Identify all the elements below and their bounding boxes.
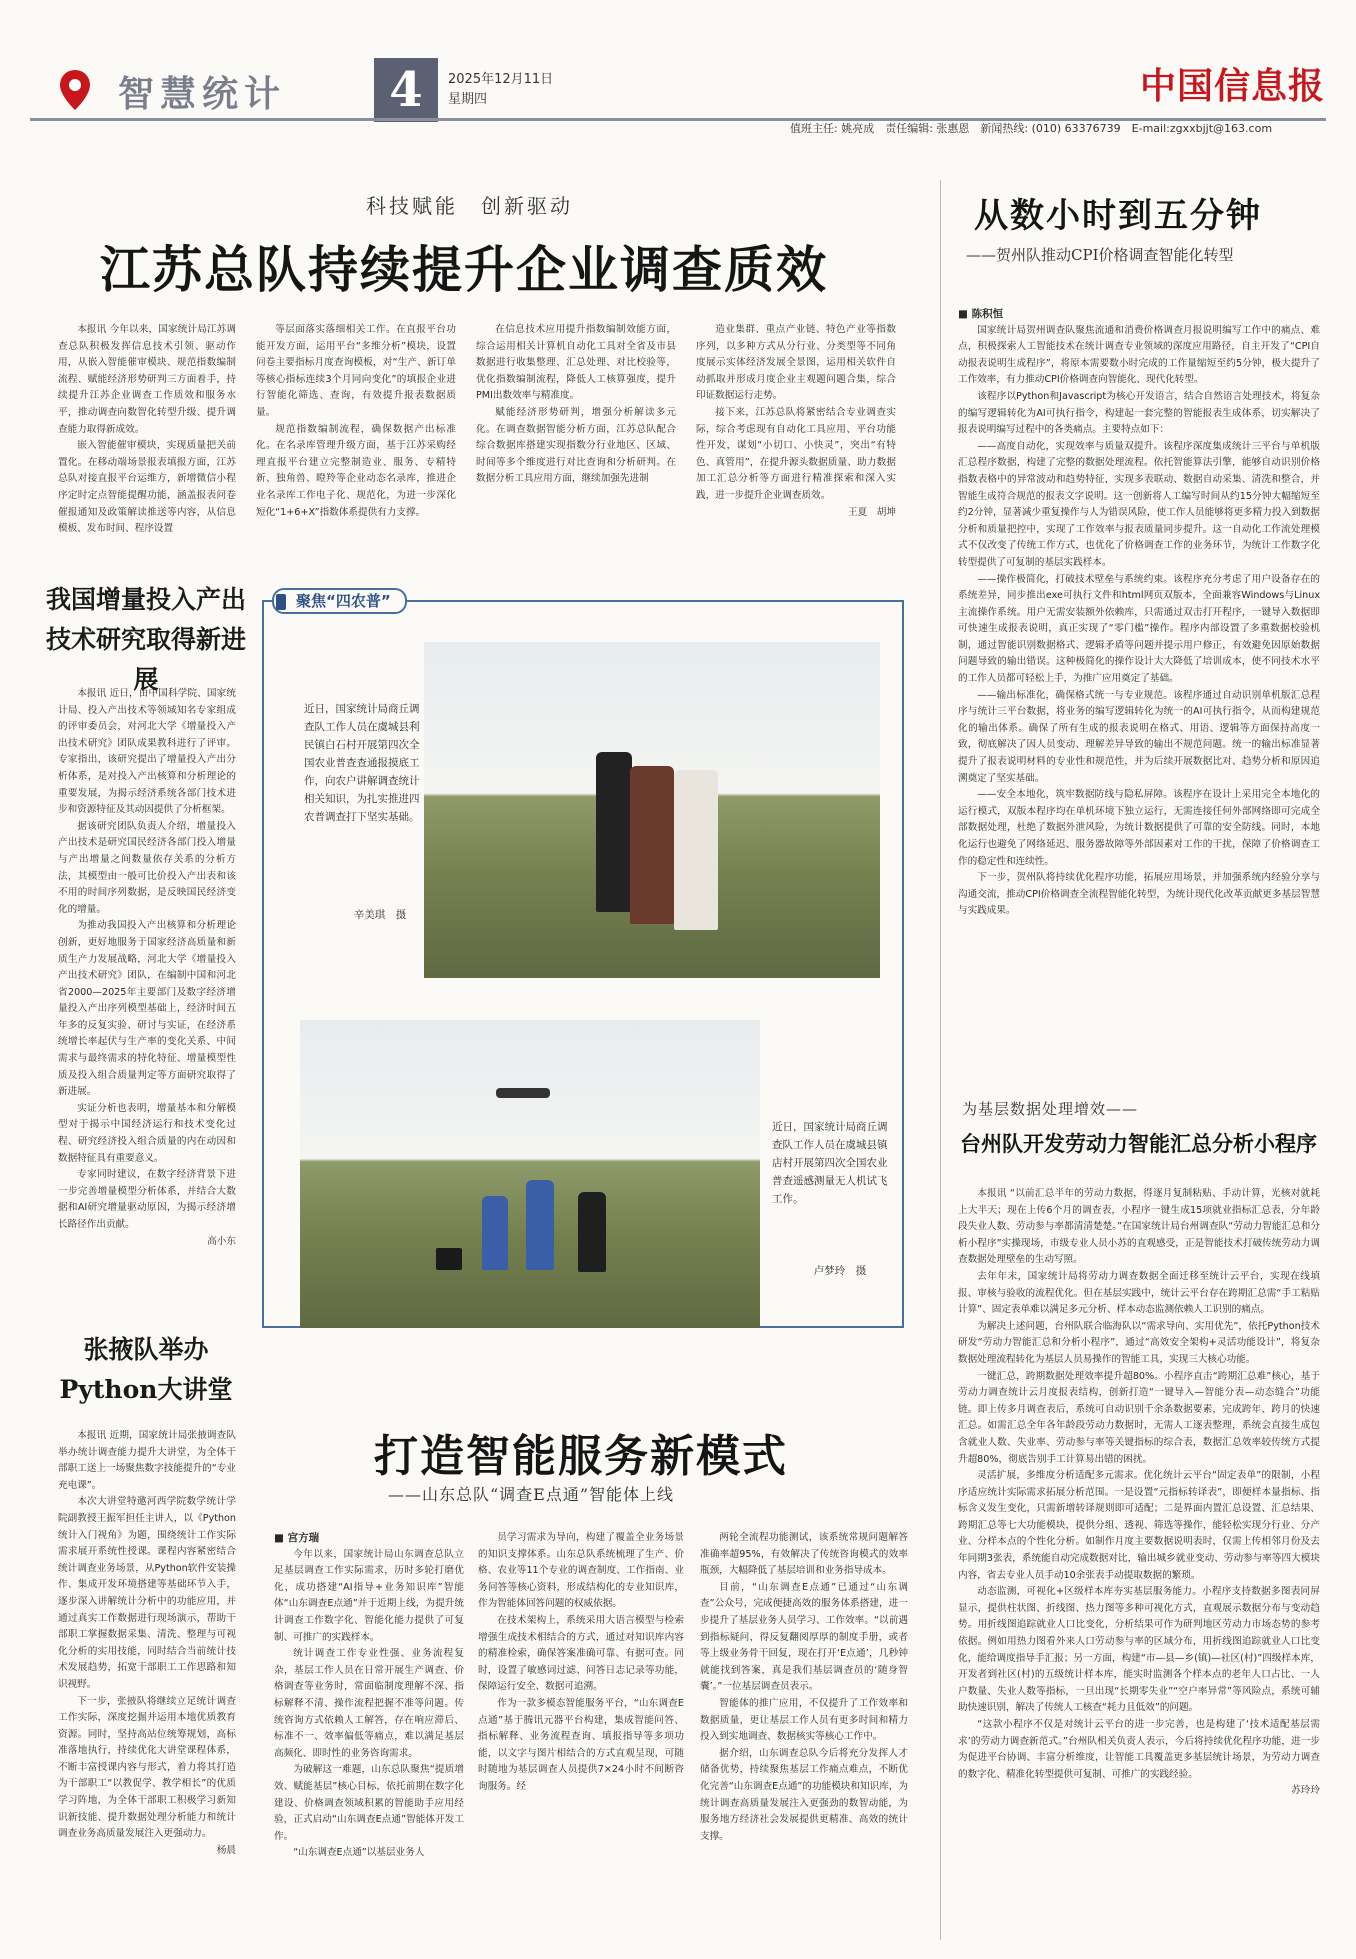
taizhou-headline: 台州队开发劳动力智能汇总分析小程序 [960,1131,1317,1156]
photo1-caption: 近日，国家统计局商丘调查队工作人员在虞城县利民镇白石村开展第四次全国农业普查查通报摸底工作，向农户讲解调查统计相关知识，为扎实推进四农普调查打下坚实基础。 [304,703,420,823]
paragraph: 该程序以Python和Javascript为核心开发语言，结合自然语言处理技术，将复杂的编写逻辑转化为AI可执行指令，构建起一套完整的智能报表生成体系，切实解决了报表说明编写过程中的各类痛点。主要特点如下： [958,390,1320,436]
paragraph: “山东调查E点通”以基层业务人 [293,1847,425,1859]
lead-column-1 [58,322,236,538]
paragraph: 在技术架构上，系统采用大语言模型与检索增强生成技术相结合的方式，通过对知识库内容的精准检索，确保答案准确可靠、有据可查。同时，设置了敏感词过滤、问答日志记录等功能，保障运行安全、数据可追溯。 [478,1614,684,1693]
lead-column-3 [476,322,676,488]
banner-marker-icon [276,594,286,610]
shandong-subtitle: ——山东总队“调查E点通”智能体上线 [388,1485,675,1504]
paragraph: 造业集群、重点产业链、特色产业等指数序列，以多种方式从分行业、分类型等不同角度展示实体经济发展全景图，运用相关软件自动抓取并形成月度企业主观题问题合集，综合印证数据运行走势。 [696,324,896,402]
paragraph: ——安全本地化，筑牢数据防线与隐私屏障。该程序在设计上采用完全本地化的运行模式，双版本程序均在单机环境下独立运行，无需连接任何外部网络即可完成全部数据处理，杜绝了数据外泄风险，为统计数据提供了可靠的安全防线。同时，本地化运行也避免了网络延迟、服务器故障等外部因素对工作的干扰，保障了价格调查工作的稳定性和连续性。 [958,789,1320,867]
headline-line: Python大讲堂 [59,1375,233,1404]
paragraph: 本报讯 “以前汇总半年的劳动力数据，得逐月复制粘贴、手动计算，光核对就耗上大半天；现在上传6个月的调查表，小程序一键生成15项就业指标汇总表，分年龄段失业人数、劳动参与率都清清楚楚。”在国家统计局台州调查队“劳动力智能汇总和分析小程序”实操现场，市级专业人员小苏的直观感受，正是智能技术打破传统劳动力调查数据处理壁垒的生动写照。 [958,1188,1320,1266]
page-number: 4 [374,58,438,122]
headline-line: 张掖队举办 [83,1335,209,1364]
column-divider [940,180,941,1940]
shandong-column-3 [700,1530,908,1845]
lead-headline: 江苏总队持续提升企业调查质效 [100,240,828,299]
photo2-credit: 卢梦玲 摄 [813,1265,867,1277]
photo1-credit: 辛美琪 摄 [353,909,407,921]
figure-person [596,752,632,912]
left-top-body [58,686,236,1250]
paragraph: 据该研究团队负责人介绍，增量投入产出技术是研究国民经济各部门投入增量与产出增量之间数量依存关系的分析方法，其模型由一般可比价投入产出表和该不用的时间序列数据，是反映国民经济变化的增量。 [58,820,236,915]
paragraph: 赋能经济形势研判，增强分析解读多元化。在调查数据智能分析方面，江苏总队配合综合数据库搭建实现指数分行业地区、区域、时间等多个维度进行对比查询和分析研判。在数据分析工具应用方面，继续加强先进制 [476,406,676,485]
hezhou-body [958,306,1320,920]
figure-person [578,1192,606,1272]
paragraph: 智能体的推广应用，不仅提升了工作效率和数据质量，更让基层工作人员有更多时间和精力投入到实地调查、数据核实等核心工作中。 [700,1697,908,1743]
lead-kicker: 科技赋能 创新驱动 [366,194,573,218]
left-bottom-byline: 杨晨 [216,1844,236,1856]
paragraph: 据介绍，山东调查总队今后将充分发挥人才储备优势，持续聚焦基层工作痛点难点，不断优化完善“山东调查E点通”的功能模块和知识库，为统计调查高质量发展注入更强劲的数智动能，为服务地方经济社会发展提供更精准、高效的统计支撑。 [700,1747,908,1842]
section-title: 智慧统计 [118,73,287,115]
left-bottom-headline [46,1330,246,1410]
hezhou-author: ■ 陈积恒 [958,306,1320,323]
photo-drone-test [300,1020,760,1328]
paragraph: 等层面落实落细相关工作。在直报平台功能开发方面，运用平台“多维分析”模块，设置问卷主要指标月度查询模板，对“生产、新订单等核心指标连续3个月同向变化”的填报企业进行智能化筛选、查询，有效提升报表数据质量。 [256,324,456,418]
masthead-logo: 中国信息报 [1140,65,1326,107]
figure-person [482,1196,508,1270]
paragraph: 本报讯 今年以来，国家统计局江苏调查总队积极发挥信息技术引领、驱动作用，从嵌入智能催审模块、规范指数编制流程、赋能经济形势研判三方面着手，持续提升江苏企业调查工作质效和服务水平，推动调查向数智化转型升级、提升调查能力取得新成效。 [58,324,236,435]
figure-person [630,766,674,924]
left-top-headline [46,580,246,700]
left-top-byline: 高小东 [207,1235,236,1247]
shandong-headline: 打造智能服务新模式 [374,1431,788,1482]
paragraph: 本报讯 近期，国家统计局张掖调查队举办统计调查能力提升大讲堂，为全体干部职工送上一场聚焦数字技能提升的“专业充电课”。 [58,1430,236,1491]
banner-text: 聚焦“四农普” [296,592,391,610]
paragraph: ——操作极简化，打破技术壁垒与系统约束。该程序充分考虑了用户设备存在的系统差异，同步推出exe可执行文件和html网页双版本，全面兼容Windows与Linux主流操作系统。用户无需安装额外依赖库，只需通过双击打开程序，一键导入数据即可快速生成报表说明，真正实现了“零门槛”操作。程序内部设置了多重数据校验机制，通过智能识别数据格式、逻辑矛盾等问题并提示用户修正，有效避免因原始数据问题导致的输出错误。这种极简化的操作设计大大降低了培训成本，使不同技术水平的工作人员都可轻松上手，为推广应用奠定了基础。 [958,573,1320,685]
paragraph: 灵活扩展，多维度分析适配多元需求。优化统计云平台“固定表单”的限制，小程序适应统计实际需求拓展分析范围。一是设置“元指标转译表”，即便样本量指标、指标含义发生变化，只需新增转译规则即可适配；二是界面内置汇总设置、汇总结果、跨期汇总等七大功能模块，提供分组、透视、筛选等操作，能轻松实现分行业、分产业、分样本点的个性化分析。如制作月度主要数据说明表时，仅需上传相邻月份及去年同期3张表，系统能自动完成数据对比，输出城乡就业变动、劳动参与率等四大模块内容，省去专业人员手动10余张表手动提取数据的繁琐。 [958,1470,1320,1581]
paragraph: 专家同时建议，在数字经济背景下进一步完善增量模型分析体系，并结合大数据和AI研究增量驱动原因，为揭示经济增长路径作出贡献。 [58,1169,236,1230]
paragraph: 为破解这一难题，山东总队聚焦“提质增效、赋能基层”核心目标，依托前期在数字化建设、价格调查领域积累的智能助手应用经验，正式启动“山东调查E点通”智能体开发工作。 [274,1764,464,1842]
headline-line: 我国增量投入产出 [46,585,247,614]
paragraph: 统计调查工作专业性强、业务流程复杂，基层工作人员在日常开展生产调查、价格调查等业务时，常面临制度理解不深、指标解释不清、操作流程把握不准等问题。传统咨询方式依赖人工解答，存在响应滞后、标准不一、效率偏低等痛点，难以满足基层高频化、即时性的业务咨询需求。 [274,1648,464,1759]
paragraph: 本次大讲堂特邀河西学院数学统计学院副教授王振军担任主讲人，以《Python统计入门视角》为题，围绕统计工作实际需求展开系统性授课。课程内容紧密结合统计调查业务场景，从Python软件安装操作、集成开发环境搭建等基础环节入手，逐步深入讲解统计分析中的功能应用，并通过真实工作数据进行现场演示，帮助干部职工掌握数据采集、清洗、整理与可视化分析的实用技能，同时结合当前统计技术发展趋势，拓宽干部职工工作思路和知识视野。 [58,1496,236,1690]
location-pin-icon [58,68,92,112]
dateline [448,70,553,110]
figure-person [674,770,718,930]
lead-column-4 [696,322,896,521]
paragraph: 动态监测，可视化+区级样本库夯实基层服务能力。小程序支持数据多图表同屏显示，提供柱状图、折线图、热力图等多种可视化方式，直观展示数据分布与变动趋势。用折线图追踪就业人口比变化，分析结果可作为研判地区劳动力市场态势的参考依据。例如用热力图看外来人口劳动参与率的区域分布，用折线图追踪就业人口比变化，能给调度指导手汇报；另一方面，构建“市—县—乡(镇)—社区(村)”四级样本库，开发者到社区(村)的五级统计样本库，能实时监测各个样本点的老年人口占比、一人户数量、失业人数等指标，一旦出现“长期零失业”“空户率异常”等风险点，系统可辅助快速识别，解决了传统人工核查“耗力且低效”的问题。 [958,1586,1320,1714]
paragraph: 今年以来，国家统计局山东调查总队立足基层调查工作实际需求，历时多轮打磨优化，成功搭建“AI指导+业务知识库”智能体“山东调查E点通”并于近期上线，为提升统计调查工作数字化、智能化能力提供了可复制、可推广的实践样本。 [274,1548,464,1643]
paragraph: 本报讯 近日，由中国科学院、国家统计局、投入产出技术等领域知名专家组成的评审委员会，对河北大学《增量投入产出技术研究》团队成果教科进行了评审。专家指出，该研究提出了增量投入产出分析体系，是对投入产出核算和分析理论的重要发展，为揭示经济系统各部门技术进步和资源特征及其动因提供了分析框架。 [58,688,236,816]
issue-weekday: 星期四 [448,92,488,107]
taizhou-kicker: 为基层数据处理增效—— [962,1100,1139,1118]
paragraph: 嵌入智能催审模块，实现质量把关前置化。在移动端场景报表填报方面，江苏总队对接直报平台运维方，新增微信小程序定时定点智能提醒功能，涵盖报表问卷催报通知及政策解读推送等内容，从信息模板、发布时间、程序设置 [58,440,236,535]
taizhou-body [958,1186,1320,1800]
drone-icon [496,1088,550,1098]
paragraph: “这款小程序不仅是对统计云平台的进一步完善，也是构建了‘技术适配基层需求’的劳动力调查新范式。”台州队相关负责人表示，今后将持续优化程序功能，进一步为促进平台协调、丰富分析维度，让智能工具覆盖更多基层统计场景，为劳动力调查的数字化、精准化转型提供可复制、可推广的实践经验。 [958,1719,1320,1780]
taizhou-byline: 苏玲玲 [1291,1785,1320,1797]
headline-line: 技术研究取得新进展 [46,625,247,694]
equipment-case [436,1248,462,1270]
paragraph: 两轮全流程功能测试，该系统常规问题解答准确率超95%，有效解决了传统咨询模式的效率瓶颈，大幅降低了基层培训和业务指导成本。 [700,1532,908,1577]
paragraph: ——输出标准化，确保格式统一与专业规范。该程序通过自动识别单机版汇总程序与统计三平台数据，将业务的编写逻辑转化为统一的AI可执行指令，从而构建规范化的输出体系。确保了所有生成的报表说明在格式、用语、逻辑等方面保持高度一致，彻底解决了因人员变动、理解差异导致的输出不规范问题。统一的输出标准显著提升了报表说明材料的专业性和规范性，并为后续开展数据比对、趋势分析和原因追溯奠定了坚实基础。 [958,689,1320,784]
paragraph: 一键汇总，跨期数据处理效率提升超80%。小程序直击“跨期汇总难”核心，基于劳动力调查统计云月度报表结构，创新打造“一键导入—智能分表—动态缝合”功能链。即上传多月调查表后，系统可自动识别千余条数据要素，完成跨年、跨月的快速汇总。如需汇总全年各年龄段劳动力数据时，无需人工逐表整理，系统会直接生成包含就业人数、失业率、劳动参与率等关键指标的综合表，数据汇总效率较传统方式提升超80%，彻底告别手工计算易出错的困扰。 [958,1370,1320,1465]
paragraph: 实证分析也表明，增量基本和分解模型对于揭示中国经济运行和技术变化过程、研究经济投入组合质量的内在动因和数据特征具有重要意义。 [58,1102,236,1164]
paragraph: 在信息技术应用提升指数编制效能方面，综合运用相关计算机自动化工具对全省及市县数据进行收集整理、汇总处理、对比校验等，优化指数编制流程，降低人工核算强度，提升PMI出数效率与精准度。 [476,324,676,402]
paragraph: 去年年末，国家统计局将劳动力调查数据全面迁移至统计云平台，实现在线填报、审核与验收的流程优化。但在基层实践中，统计云平台存在跨期汇总需“手工粘贴计算”、固定表单难以满足多元分析、样本动态监测依赖人工识别的痛点。 [958,1270,1320,1316]
paragraph: 员学习需求为导向，构建了覆盖全业务场景的知识支撑体系。山东总队系统梳理了生产、价格、农业等11个专业的调查制度、工作指南、业务问答等核心资料，形成结构化的专业知识库，作为智能体回答问题的权威依据。 [478,1532,684,1610]
paragraph: 目前，“山东调查E点通”已通过“山东调查”公众号，完成便捷高效的服务体系搭建，进一步提升了基层业务人员学习、工作效率。“以前遇到指标疑问，得反复翻阅厚厚的制度手册，或者等上级业务骨干回复，现在打开‘E点通’，几秒钟就能找到答案，真是我们基层调查员的‘随身智囊’。”一位基层调查员表示。 [700,1581,908,1693]
photo-farmland-interview [424,642,880,978]
lead-column-2 [256,322,456,521]
paragraph: 作为一款多模态智能服务平台，“山东调查E点通”基于腾讯元器平台构建，集成智能问答、指标解释、业务流程查询、填报指导等多项功能，以文字与图片相结合的方式直观呈现，可随时随地为基层调查人员提供7×24小时不间断咨询服务。经 [478,1697,684,1792]
paragraph: 下一步，贺州队将持续优化程序功能，拓展应用场景，并加强系统内经验分享与沟通交流，推动CPI价格调查全流程智能化转型，为统计现代化改革贡献更多基层智慧与实践成果。 [958,872,1320,917]
figure-person [526,1180,554,1270]
photo2-caption: 近日，国家统计局商丘调查队工作人员在虞城县镇店村开展第四次全国农业普查遥感测量无人机试飞工作。 [772,1121,888,1205]
shandong-column-1 [274,1530,464,1862]
paragraph: 国家统计局贺州调查队聚焦流通和消费价格调查月报说明编写工作中的痛点、难点，积极探索人工智能技术在统计调查专业领域的深度应用路径，自主开发了“CPI自动报表说明生成程序”，将原本需要数小时完成的工作量缩短至约5分钟，极大提升了工作效率，有力推动CPI价格调查向智能化、现代化转型。 [958,324,1320,386]
paragraph: 接下来，江苏总队将紧密结合专业调查实际，综合考虑现有自动化工具应用、平台功能性开发，谋划“小切口、小快灵”，突出“有特色、真管用”，在提升源头数据质量、助力数据加工汇总分析等方面进行精准探索和深入实践，进一步提升企业调查质效。 [696,406,896,501]
hezhou-subtitle: ——贺州队推动CPI价格调查智能化转型 [966,246,1234,264]
left-bottom-body [58,1428,236,1859]
shandong-column-2 [478,1530,684,1796]
lead-byline: 王夏 胡坤 [848,506,896,518]
paragraph: 为推动我国投入产出核算和分析理论创新，更好地服务于国家经济高质量和新质生产力发展战略，河北大学《增量投入产出技术研究》团队，在编制中国和河北省2000—2025年主要部门及数字经济增量投入产出序列模型基础上，经济时间五年多的反复实验、研讨与实证，在经济系统增长率起伏与生产率的变化关系、中间需求与最终需求的特化特征、增量模型性质及投入组合质量判定等方面研究取得了新进展。 [58,920,236,1098]
paragraph: 下一步，张掖队将继续立足统计调查工作实际，深度挖掘并运用本地优质教育资源。同时，坚持高站位统筹规划，高标准落地执行，持续优化大讲堂课程体系，不断丰富授课内容与形式，着力将其打造为干部职工“以教促学、教学相长”的优质学习阵地，为全体干部职工积极学习新知识新技能、提升数据处理分析能力和统计调查业务高质量发展注入更强动力。 [58,1695,236,1840]
paragraph: ——高度自动化，实现效率与质量双提升。该程序深度集成统计三平台与单机版汇总程序数据，构建了完整的数据处理流程。依托智能算法引擎，能够自动识别价格指数表格中的异常波动和趋势特征，实现多表联动、数据自动采集、清洗和整合，并智能生成符合规范的报表文字说明。这一创新将人工编写时间从约15分钟大幅缩短至约2分钟，显著减少重复操作与人为错误风险，使工作人员能够将更多精力投入到数据分析和质量把控中，实现了工作效率与报表质量同步提升。这一自动化工作流处理模式不仅改变了传统工作方式，也优化了价格调查工作的业务环节，为统计工作数字化转型提供了可复制的基层实践样本。 [958,440,1320,568]
hezhou-headline: 从数小时到五分钟 [974,196,1262,236]
shandong-author: ■ 宫方瑞 [274,1530,464,1547]
editor-credits: 值班主任: 姚亮成 责任编辑: 张惠恩 新闻热线: (010) 63376739 E-mail:zgxxbjjt@163.com [790,122,1273,135]
feature-banner [272,588,407,614]
paragraph: 规范指数编制流程，确保数据产出标准化。在名录库管理升级方面，基于江苏采购经理直报平台建立完整制造业、服务、专精特新、独角兽、瞪羚等企业动态名录库，推进企业名录库工作电子化、规范化，为进一步深化短化“1+6+X”指数体系提供有力支撑。 [256,423,456,518]
issue-date: 2025年12月11日 [448,72,554,87]
paragraph: 为解决上述问题，台州队联合临海队以“需求导向、实用优先”，依托Python技术研发“劳动力智能汇总和分析小程序”，通过“高效安全架构+灵活功能设计”，将复杂数据处理流程转化为基层人员易操作的智能工具，实现三大核心功能。 [958,1320,1320,1365]
